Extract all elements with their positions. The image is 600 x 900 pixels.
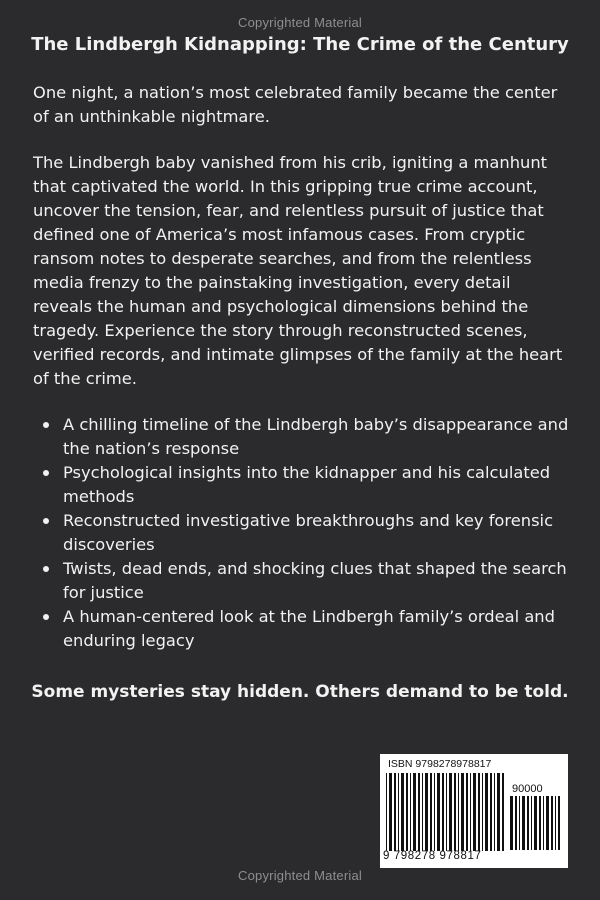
barcode-bar: [546, 796, 549, 850]
barcode-bar: [470, 773, 471, 851]
barcode-bar: [473, 773, 476, 851]
barcode-bar: [485, 773, 488, 851]
isbn-barcode: [380, 754, 568, 868]
barcode-bar: [519, 796, 520, 850]
barcode-bar: [522, 796, 525, 850]
barcode-bar: [398, 773, 399, 851]
barcode-bar: [401, 773, 404, 851]
body-paragraph: The Lindbergh baby vanished from his crib, igniting a manhunt that captivated the world. In this gripping true crime account, uncover the tension, fear, and relentless pursuit of justice that defined one of America’s most infamous cases. From cryptic ransom notes to desperate searches, and from the relentless media frenzy to the painstaking investigation, every detail reveals the human and psychological dimensions behind the tragedy. Experience the story through reconstructed scenes, verified records, and intimate glimpses of the family at the heart of the crime.: [33, 153, 563, 388]
barcode-bar: [497, 773, 500, 851]
barcode-bar: [449, 773, 452, 851]
barcode-bar: [543, 796, 544, 850]
barcode-bar: [410, 773, 411, 851]
barcode-bar: [425, 773, 428, 851]
barcode-bar: [558, 796, 560, 850]
barcode-bar: [394, 773, 396, 851]
barcode-bar: [510, 796, 513, 850]
tagline: Some mysteries stay hidden. Others demand to be told.: [31, 682, 569, 702]
description: [33, 81, 573, 653]
list-item: Twists, dead ends, and shocking clues that shaped the search for justice: [33, 557, 573, 604]
barcode-bar: [466, 773, 468, 851]
list-item: A chilling timeline of the Lindbergh baby’s disappearance and the nation’s response: [33, 413, 573, 460]
watermark-top: Copyrighted Material: [238, 15, 362, 30]
barcode-bar: [418, 773, 420, 851]
barcode-bar: [515, 796, 517, 850]
isbn-digits: 9 798278 978817: [383, 850, 482, 862]
watermark-bottom: Copyrighted Material: [238, 868, 362, 883]
barcode-bar: [490, 773, 492, 851]
barcode-bar: [531, 796, 532, 850]
barcode-bar: [527, 796, 529, 850]
addon-barcode-bars-icon: [510, 796, 560, 850]
list-item: Reconstructed investigative breakthroughs and key forensic discoveries: [33, 509, 573, 556]
barcode-bar: [478, 773, 480, 851]
barcode-bar: [551, 796, 553, 850]
barcode-bar: [534, 796, 537, 850]
price-code: 90000: [512, 783, 543, 795]
barcode-bar: [461, 773, 464, 851]
barcode-bar: [437, 773, 440, 851]
barcode-bar: [430, 773, 432, 851]
feature-list: [33, 413, 573, 652]
barcode-bar: [413, 773, 416, 851]
barcode-bar: [454, 773, 456, 851]
barcode-bars-icon: [386, 773, 504, 851]
barcode-bar: [539, 796, 541, 850]
book-title: The Lindbergh Kidnapping: The Crime of the Century: [31, 34, 569, 55]
barcode-bar: [494, 773, 495, 851]
barcode-bar: [482, 773, 483, 851]
barcode-bar: [442, 773, 444, 851]
list-item: A human-centered look at the Lindbergh family’s ordeal and enduring legacy: [33, 605, 573, 652]
barcode-bar: [458, 773, 459, 851]
barcode-bar: [389, 773, 392, 851]
barcode-bar: [434, 773, 435, 851]
intro-paragraph: One night, a nation’s most celebrated family became the center of an unthinkable nightmare.: [33, 83, 558, 126]
barcode-bar: [386, 773, 387, 851]
barcode-bar: [446, 773, 447, 851]
list-item: Psychological insights into the kidnapper and his calculated methods: [33, 461, 573, 508]
barcode-bar: [422, 773, 423, 851]
isbn-label: ISBN 9798278978817: [388, 758, 492, 770]
barcode-bar: [555, 796, 556, 850]
barcode-bar: [502, 773, 504, 851]
barcode-bar: [406, 773, 408, 851]
